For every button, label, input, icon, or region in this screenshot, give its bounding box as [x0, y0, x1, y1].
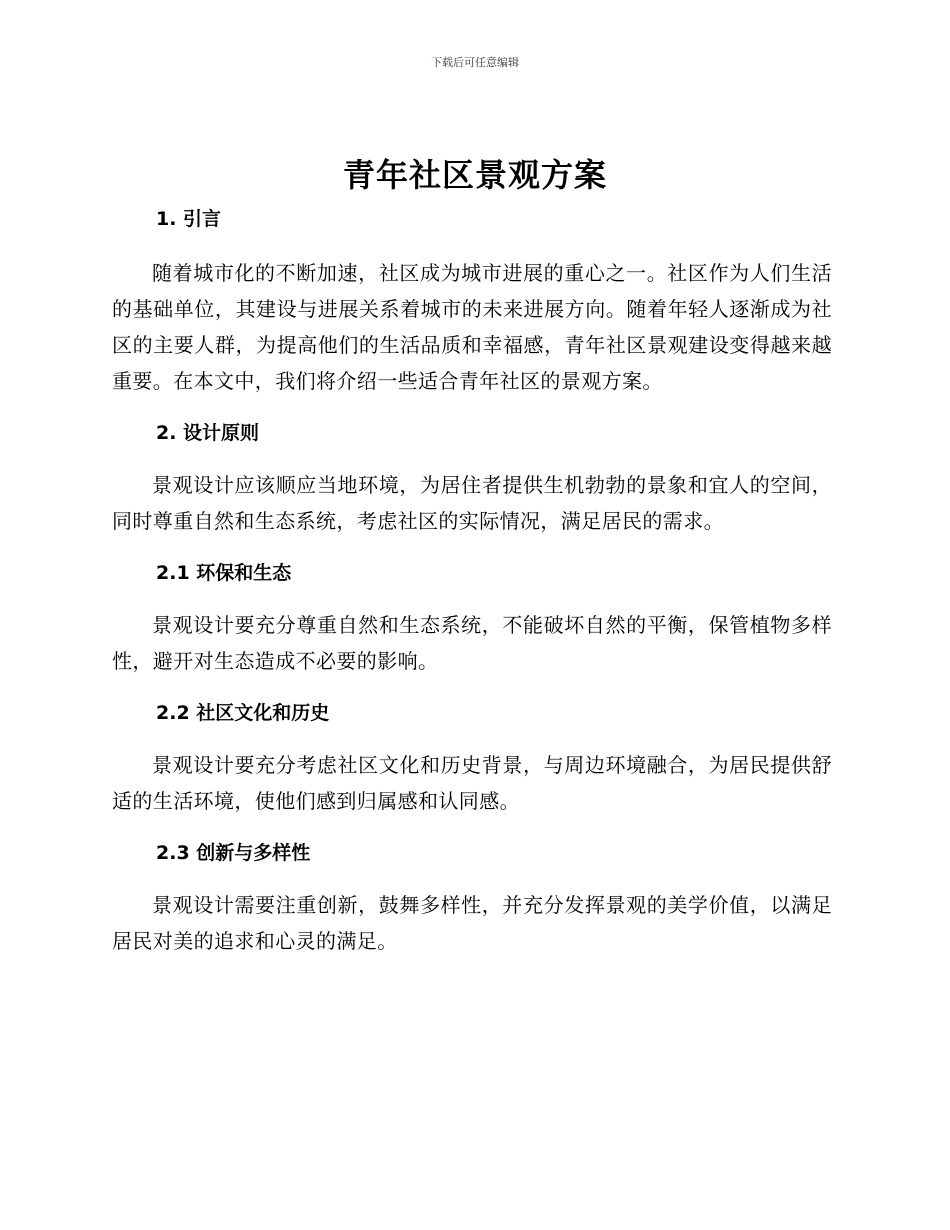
- section-heading-culture-history: 2.2 社区文化和历史: [156, 702, 330, 724]
- section-heading-ecology: 2.1 环保和生态: [156, 562, 292, 584]
- document-body: [112, 205, 832, 959]
- page-header-note: 下载后可任意编辑: [431, 56, 519, 69]
- section-paragraph-introduction: 随着城市化的不断加速，社区成为城市进展的重心之一。社区作为人们生活的基础单位，其建设与进展关系着城市的未来进展方向。随着年轻人逐渐成为社区的主要人群，为提高他们的生活品质和幸福感，青年社区景观建设变得越来越重要。在本文中，我们将介绍一些适合青年社区的景观方案。: [112, 261, 832, 393]
- section-paragraph-innovation-diversity: 景观设计需要注重创新，鼓舞多样性，并充分发挥景观的美学价值，以满足居民对美的追求和心灵的满足。: [112, 893, 832, 953]
- section-heading-introduction: 1. 引言: [156, 208, 222, 230]
- section-heading-innovation-diversity: 2.3 创新与多样性: [156, 842, 311, 864]
- section-paragraph-design-principles: 景观设计应该顺应当地环境，为居住者提供生机勃勃的景象和宜人的空间，同时尊重自然和生态系统，考虑社区的实际情况，满足居民的需求。: [112, 473, 832, 533]
- section-paragraph-ecology: 景观设计要充分尊重自然和生态系统，不能破坏自然的平衡，保管植物多样性，避开对生态造成不必要的影响。: [112, 613, 832, 673]
- document-title: 青年社区景观方案: [342, 156, 607, 194]
- section-paragraph-culture-history: 景观设计要充分考虑社区文化和历史背景，与周边环境融合，为居民提供舒适的生活环境，使他们感到归属感和认同感。: [112, 753, 832, 813]
- section-heading-design-principles: 2. 设计原则: [156, 422, 260, 444]
